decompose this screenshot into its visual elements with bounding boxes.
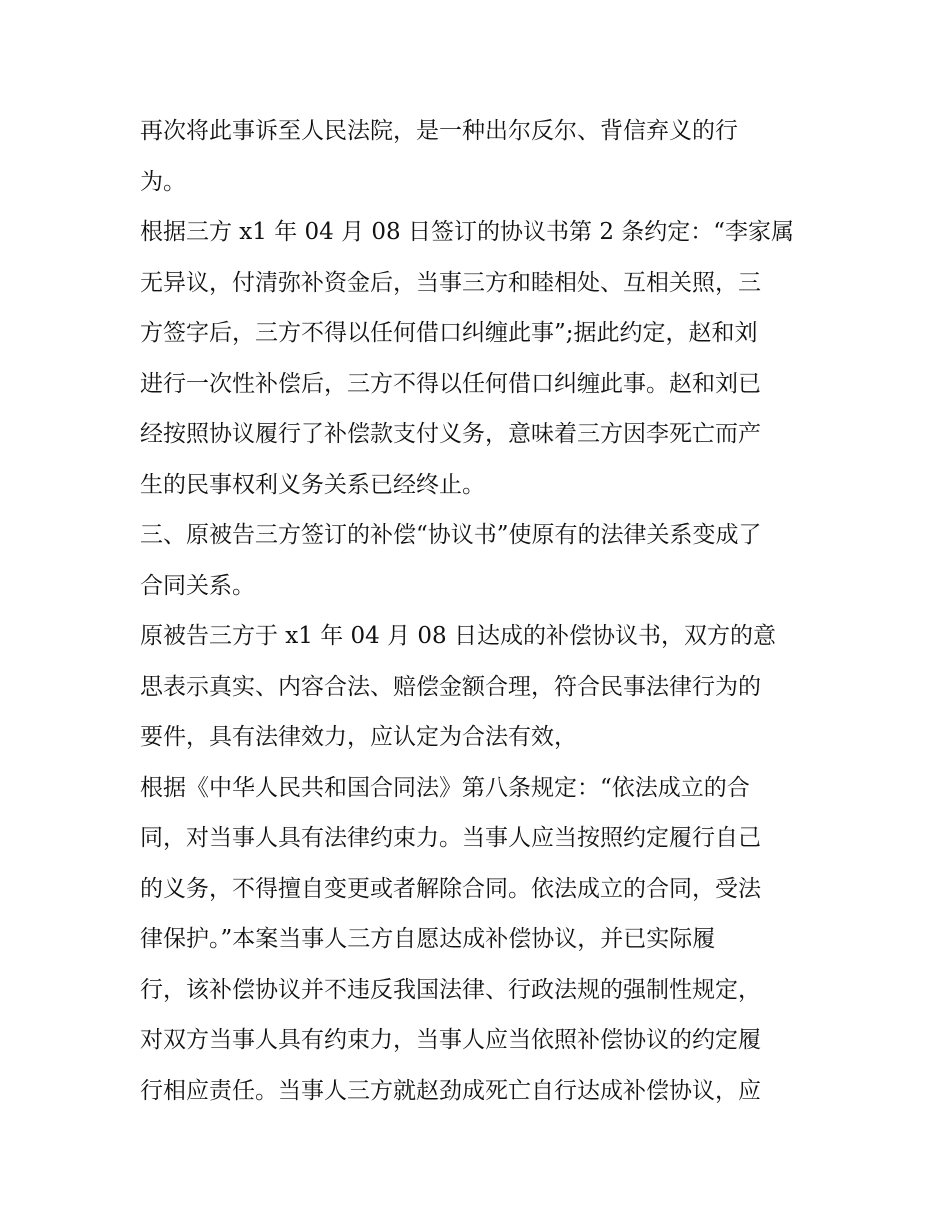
text-line: 行相应责任。当事人三方就赵劲成死亡自行达成补偿协议，应 — [140, 1077, 761, 1104]
text-line: 无异议，付清弥补资金后，当事三方和睦相处、互相关照，三 — [140, 269, 761, 296]
text-line: 再次将此事诉至人民法院，是一种出尔反尔、背信弃义的行 — [140, 118, 738, 144]
text-line: 对双方当事人具有约束力，当事人应当依照补偿协议的约定履 — [140, 1027, 761, 1053]
document-body — [140, 106, 820, 1116]
text-line: 方签字后，三方不得以任何借口纠缠此事”;据此约定，赵和刘 — [140, 320, 758, 346]
text-line: 思表示真实、内容合法、赔偿金额合理，符合民事法律行为的 — [140, 673, 761, 700]
text-line: 为。 — [140, 168, 186, 195]
text-line: 的义务，不得擅自变更或者解除合同。依法成立的合同，受法 — [140, 875, 761, 902]
text-line: 原被告三方于 x1 年 04 月 08 日达成的补偿协议书，双方的意 — [140, 623, 777, 649]
text-line: 同，对当事人具有法律约束力。当事人应当按照约定履行自己 — [140, 825, 761, 851]
text-line: 要件，具有法律效力，应认定为合法有效， — [140, 724, 577, 750]
text-line: 三、原被告三方签订的补偿“协议书”使原有的法律关系变成了 — [140, 522, 762, 548]
text-line: 经按照协议履行了补偿款支付义务，意味着三方因李死亡而产 — [140, 421, 761, 447]
text-line: 根据《中华人民共和国合同法》第八条规定：“依法成立的合 — [140, 774, 750, 801]
text-line: 合同关系。 — [140, 572, 255, 599]
text-line: 律保护。”本案当事人三方自愿达成补偿协议，并已实际履 — [140, 926, 716, 952]
text-line: 生的民事权利义务关系已经终止。 — [140, 471, 485, 498]
text-line: 进行一次性补偿后，三方不得以任何借口纠缠此事。赵和刘已 — [140, 370, 761, 397]
text-line: 行，该补偿协议并不违反我国法律、行政法规的强制性规定， — [140, 976, 761, 1003]
text-line: 根据三方 x1 年 04 月 08 日签订的协议书第 2 条约定：“李家属 — [140, 219, 795, 245]
